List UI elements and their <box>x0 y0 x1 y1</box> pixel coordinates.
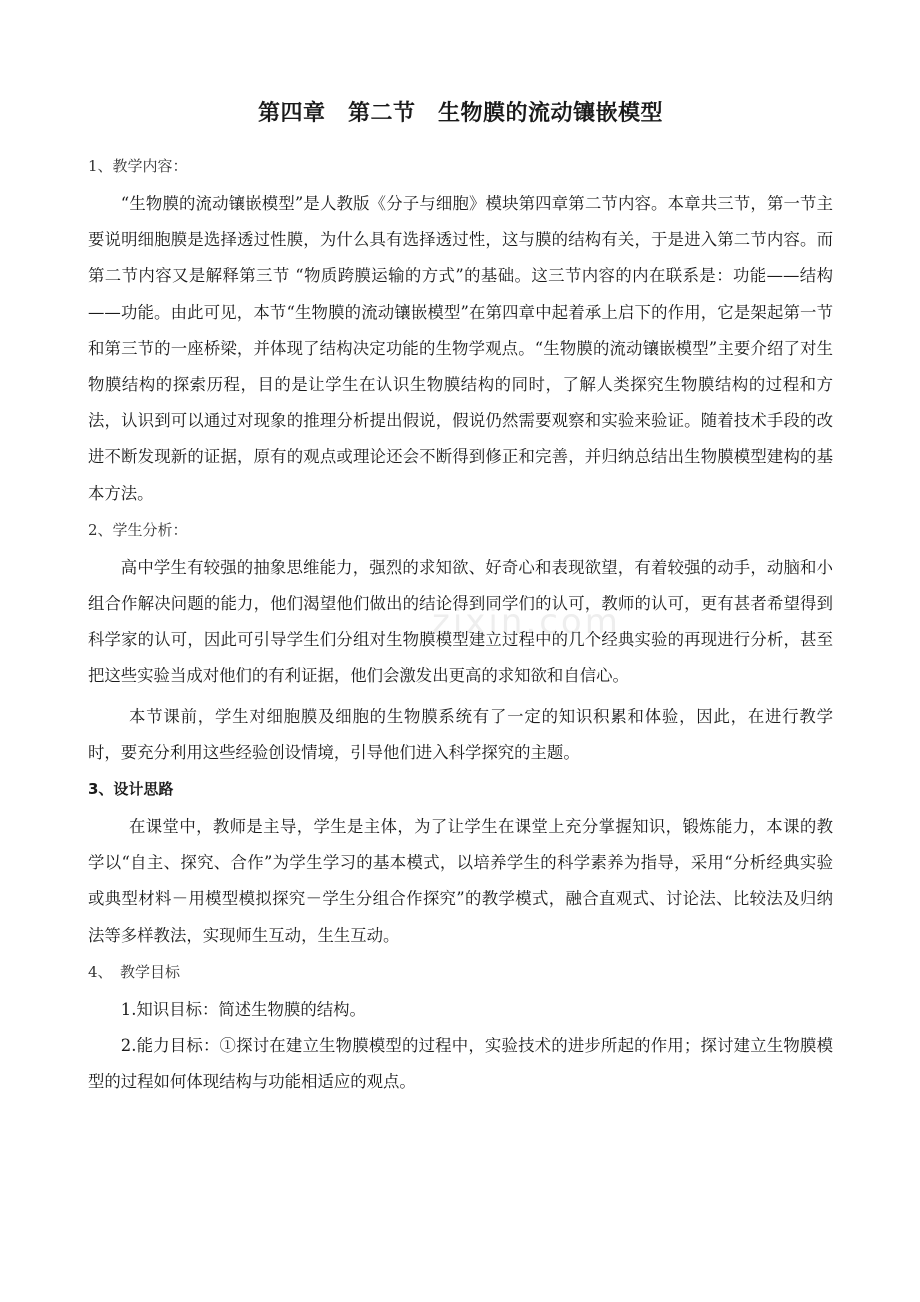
document-page <box>88 96 833 1100</box>
section-heading: 4、 教学目标 <box>88 962 181 981</box>
paragraph: “生物膜的流动镶嵌模型”是人教版《分子与细胞》模块第四章第二节内容。本章共三节，第一节主要说明细胞膜是选择透过性膜，为什么具有选择透过性，这与膜的结构有关，于是进入第二节内容。而第二节内容又是解释第三节 “物质跨膜运输的方式”的基础。这三节内容的内在联系是：功能——结构——功能。由此可见，本节“生物膜的流动镶嵌模型”在第四章中起着承上启下的作用，它是架起第一节和第三节的一座桥梁，并体现了结构决定功能的生物学观点。“生物膜的流动镶嵌模型”主要介绍了对生物膜结构的探索历程，目的是让学生在认识生物膜结构的同时，了解人类探究生物膜结构的过程和方法，认识到可以通过对现象的推理分析提出假说，假说仍然需要观察和实验来验证。随着技术手段的改进不断发现新的证据，原有的观点或理论还会不断得到修正和完善，并归纳总结出生物膜模型建构的基本方法。 <box>88 194 833 503</box>
paragraph: 在课堂中，教师是主导，学生是主体，为了让学生在课堂上充分掌握知识，锻炼能力，本课的教学以“自主、探究、合作”为学生学习的基本模式，以培养学生的科学素养为指导，采用“分析经典实验或典型材料－用模型模拟探究－学生分组合作探究”的教学模式，融合直观式、讨论法、比较法及归纳法等多样教法，实现师生互动，生生互动。 <box>88 817 833 945</box>
paragraph: 本节课前，学生对细胞膜及细胞的生物膜系统有了一定的知识积累和体验，因此，在进行教学时，要充分利用这些经验创设情境，引导他们进入科学探究的主题。 <box>88 706 833 762</box>
section-teaching-content <box>88 152 833 512</box>
section-heading: 1、教学内容： <box>88 157 188 175</box>
section-heading: 2、学生分析： <box>88 520 188 539</box>
section-teaching-goals <box>88 958 833 1101</box>
section-heading: 3、设计思路 <box>88 780 174 799</box>
section-student-analysis <box>88 516 833 771</box>
document-title: 第四章 第二节 生物膜的流动镶嵌模型 <box>257 101 663 126</box>
list-item: 2.能力目标：①探讨在建立生物膜模型的过程中，实验技术的进步所起的作用；探讨建立生物膜模型的过程如何体现结构与功能相适应的观点。 <box>88 1036 833 1092</box>
list-item: 1.知识目标：简述生物膜的结构。 <box>120 999 366 1019</box>
paragraph: 高中学生有较强的抽象思维能力，强烈的求知欲、好奇心和表现欲望，有着较强的动手，动脑和小组合作解决问题的能力，他们渴望他们做出的结论得到同学们的认可，教师的认可，更有甚者希望得到科学家的认可，因此可引导学生们分组对生物膜模型建立过程中的几个经典实验的再现进行分析，甚至把这些实验当成对他们的有利证据，他们会激发出更高的求知欲和自信心。 <box>88 557 833 686</box>
section-design-idea <box>88 775 833 954</box>
watermark: zixin.com <box>432 602 621 642</box>
